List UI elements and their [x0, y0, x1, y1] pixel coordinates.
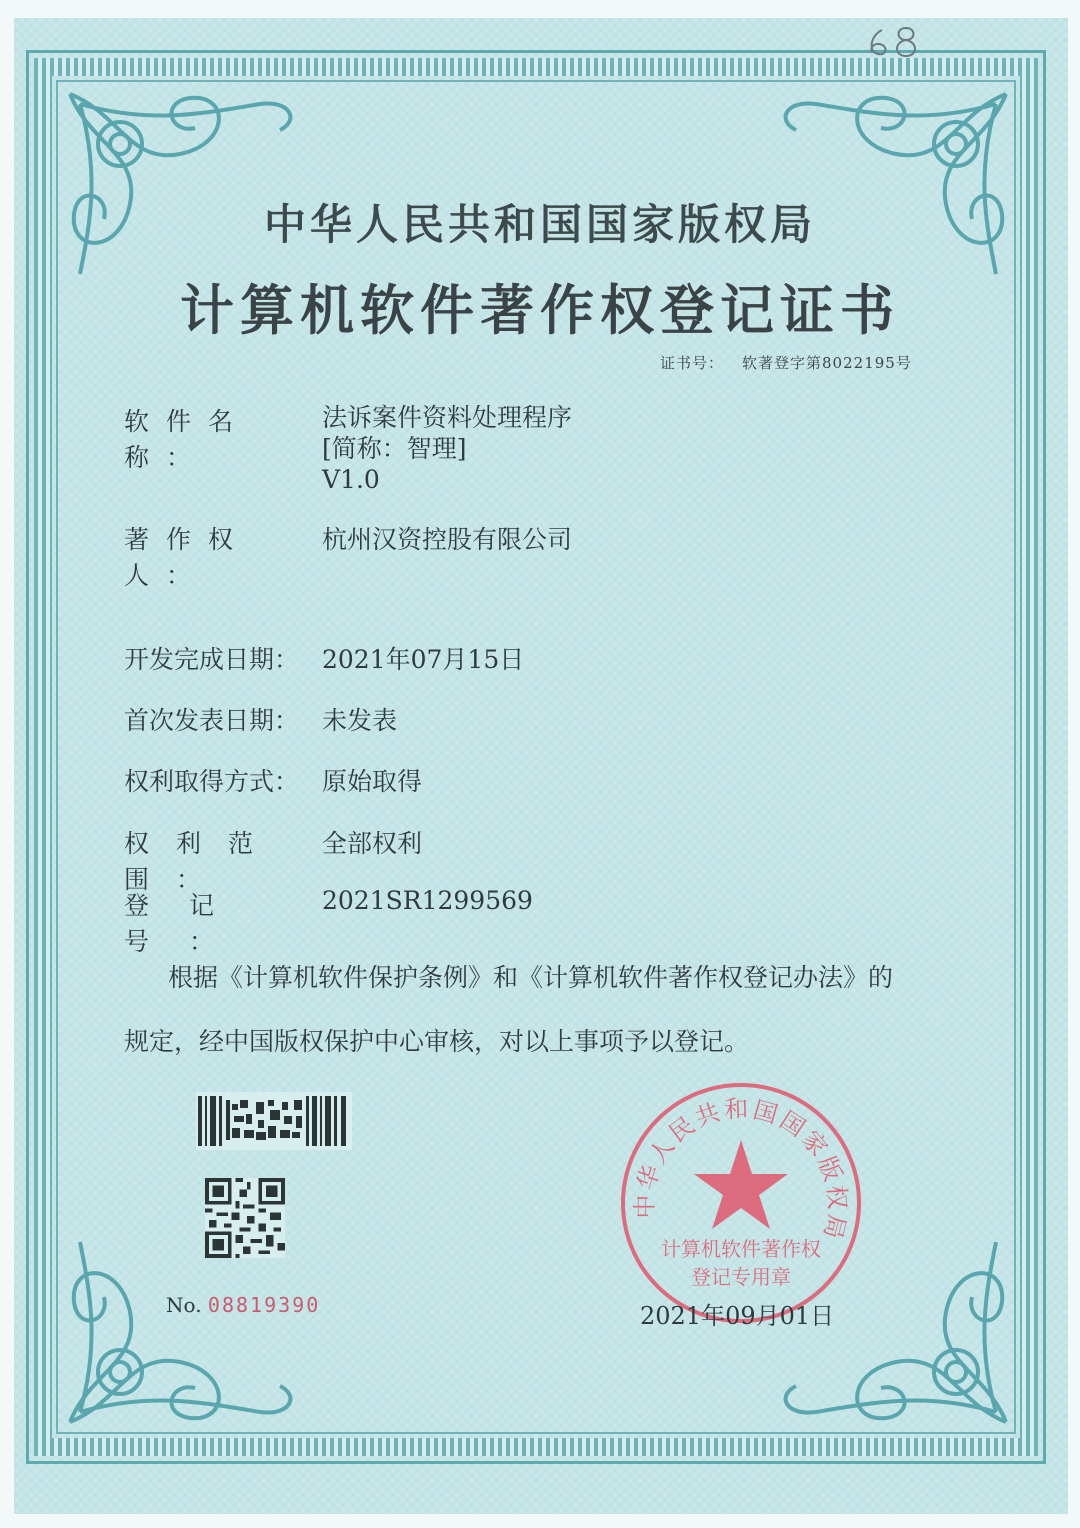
issue-date: 2021年09月01日 [640, 1302, 835, 1330]
registration-number-value: 2021SR1299569 [322, 886, 533, 915]
certificate-title: 计算机软件著作权登记证书 [180, 278, 900, 342]
software-name-line-2: [简称：智理] [322, 434, 467, 463]
handwritten-note [860, 22, 924, 62]
first-publication-value: 未发表 [322, 706, 398, 735]
serial-number-value: 08819390 [207, 1293, 321, 1317]
statement-line-1: 根据《计算机软件保护条例》和《计算机软件著作权登记办法》的 [168, 963, 894, 992]
development-date-value: 2021年07月15日 [322, 645, 525, 674]
registration-number-label: 登记号： [124, 891, 255, 956]
barcode [196, 1092, 352, 1150]
acquisition-method-value: 原始取得 [322, 767, 423, 796]
rights-scope-value: 全部权利 [322, 829, 423, 858]
acquisition-method-label: 权利取得方式： [124, 767, 300, 796]
registration-number-row [124, 886, 533, 958]
issuing-authority: 中华人民共和国国家版权局 [263, 200, 816, 249]
development-date-label: 开发完成日期： [124, 645, 300, 674]
rights-scope-label: 权利范围： [124, 829, 281, 894]
development-date-row [124, 640, 525, 676]
certificate-number-value: 软著登字第8022195号 [742, 354, 912, 372]
first-publication-row [124, 701, 398, 737]
software-name-label: 软件名称： [124, 407, 251, 472]
statement-line-2: 规定，经中国版权保护中心审核，对以上事项予以登记。 [124, 1027, 750, 1056]
svg-text:登记专用章: 登记专用章 [691, 1265, 791, 1289]
qr-code [205, 1178, 285, 1258]
software-version-line: V1.0 [322, 465, 380, 494]
corner-ornament-top-left [60, 84, 310, 294]
svg-text:中华人民共和国国家版权局: 中华人民共和国国家版权局 [630, 1094, 852, 1245]
certificate-number-label: 证书号： [660, 354, 725, 372]
acquisition-method-row [124, 762, 423, 798]
serial-number [166, 1293, 320, 1317]
certificate-number [660, 352, 912, 373]
software-name-value [322, 402, 572, 495]
first-publication-label: 首次发表日期： [124, 706, 300, 735]
software-name-row [124, 402, 573, 494]
copyright-holder-row [124, 520, 573, 592]
svg-text:计算机软件著作权: 计算机软件著作权 [661, 1237, 821, 1261]
copyright-holder-value: 杭州汉资控股有限公司 [322, 525, 573, 554]
copyright-holder-label: 著作权人： [124, 525, 251, 590]
official-seal [616, 1078, 866, 1328]
software-name-line-1: 法诉案件资料处理程序 [322, 403, 573, 432]
corner-ornament-top-right [766, 84, 1016, 294]
serial-prefix: No. [166, 1293, 202, 1317]
